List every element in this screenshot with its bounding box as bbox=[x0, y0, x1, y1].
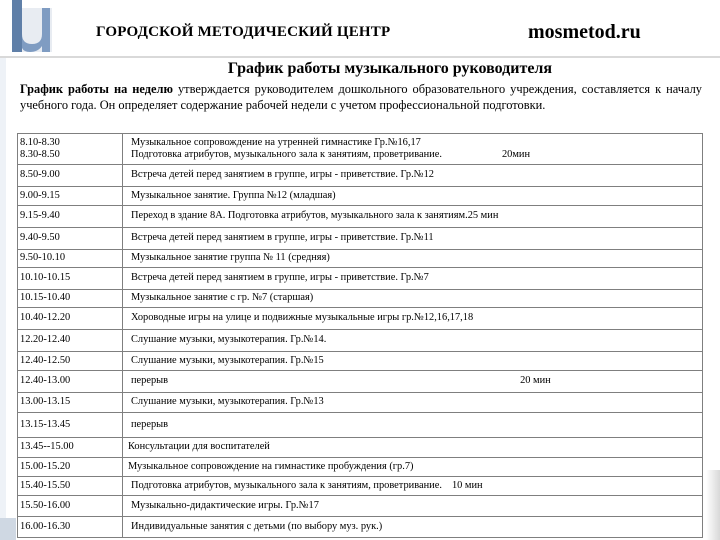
activity-cell: Встреча детей перед занятием в группе, игры - приветствие. Гр.№11 bbox=[123, 228, 703, 250]
activity-value: Подготовка атрибутов, музыкального зала к занятиям, проветривание. bbox=[131, 479, 442, 491]
table-row bbox=[18, 477, 703, 496]
site-name: mosmetod.ru bbox=[528, 21, 641, 43]
time-cell: 9.50-10.10 bbox=[18, 250, 123, 268]
activity-cell: Слушание музыки, музыкотерапия. Гр.№14. bbox=[123, 330, 703, 352]
header-divider bbox=[0, 56, 720, 58]
table-row bbox=[18, 371, 703, 393]
time-cell: 16.00-16.30 bbox=[18, 517, 123, 538]
mu-letter-logo-icon bbox=[0, 0, 66, 58]
activity-cell bbox=[123, 134, 703, 165]
time-cell: 15.50-16.00 bbox=[18, 496, 123, 517]
time-cell: 8.50-9.00 bbox=[18, 165, 123, 187]
time-cell: 13.00-13.15 bbox=[18, 393, 123, 413]
table-row bbox=[18, 308, 703, 330]
table-row bbox=[18, 206, 703, 228]
activity-cell: Слушание музыки, музыкотерапия. Гр.№13 bbox=[123, 393, 703, 413]
activity-cell bbox=[123, 371, 703, 393]
time-cell: 12.40-13.00 bbox=[18, 371, 123, 393]
table-row bbox=[18, 458, 703, 477]
table-row bbox=[18, 393, 703, 413]
time-cell: 10.40-12.20 bbox=[18, 308, 123, 330]
table-row bbox=[18, 413, 703, 438]
table-row bbox=[18, 438, 703, 458]
page-shadow bbox=[706, 470, 720, 540]
activity-value: Подготовка атрибутов, музыкального зала к занятиям, проветривание. bbox=[131, 149, 442, 160]
page-title: График работы музыкального руководителя bbox=[227, 60, 553, 77]
intro-lead: График работы на неделю bbox=[20, 82, 173, 96]
time-cell bbox=[18, 134, 123, 165]
activity-cell: перерыв bbox=[123, 413, 703, 438]
activity-cell: Встреча детей перед занятием в группе, игры - приветствие. Гр.№12 bbox=[123, 165, 703, 187]
table-row bbox=[18, 134, 703, 165]
activity-cell: Хороводные игры на улице и подвижные музыкальные игры гр.№12,16,17,18 bbox=[123, 308, 703, 330]
activity-cell: Музыкальное занятие с гр. №7 (старшая) bbox=[123, 290, 703, 308]
time-cell: 9.40-9.50 bbox=[18, 228, 123, 250]
time-cell: 12.20-12.40 bbox=[18, 330, 123, 352]
left-edge-band bbox=[0, 0, 6, 540]
time-value: 8.10-8.30 bbox=[20, 136, 60, 148]
table-row bbox=[18, 352, 703, 371]
duration-note: 20 мин bbox=[520, 375, 551, 387]
activity-cell: Консультации для воспитателей bbox=[123, 438, 703, 458]
activity-value: перерыв bbox=[131, 375, 169, 387]
duration-note: 20мин bbox=[501, 149, 531, 160]
time-cell: 15.40-15.50 bbox=[18, 477, 123, 496]
activity-cell bbox=[123, 477, 703, 496]
activity-cell: Встреча детей перед занятием в группе, игры - приветствие. Гр.№7 bbox=[123, 268, 703, 290]
activity-cell: Музыкально-дидактические игры. Гр.№17 bbox=[123, 496, 703, 517]
activity-cell: Музыкальное занятие группа № 11 (средняя) bbox=[123, 250, 703, 268]
duration-note: 10 мин bbox=[451, 479, 483, 491]
time-cell: 10.10-10.15 bbox=[18, 268, 123, 290]
table-row bbox=[18, 290, 703, 308]
table-row bbox=[18, 228, 703, 250]
time-cell: 13.15-13.45 bbox=[18, 413, 123, 438]
header bbox=[0, 0, 720, 58]
table-row bbox=[18, 496, 703, 517]
time-value: 8.30-8.50 bbox=[20, 149, 60, 160]
activity-cell: Переход в здание 8А. Подготовка атрибутов, музыкального зала к занятиям.25 мин bbox=[123, 206, 703, 228]
table-row bbox=[18, 165, 703, 187]
bottom-left-decor bbox=[0, 518, 16, 540]
time-cell: 9.00-9.15 bbox=[18, 187, 123, 206]
time-cell: 10.15-10.40 bbox=[18, 290, 123, 308]
time-cell: 9.15-9.40 bbox=[18, 206, 123, 228]
intro-paragraph bbox=[20, 81, 702, 113]
activity-cell: Музыкальное занятие. Группа №12 (младшая) bbox=[123, 187, 703, 206]
time-cell: 13.45--15.00 bbox=[18, 438, 123, 458]
table-row bbox=[18, 250, 703, 268]
activity-cell: Слушание музыки, музыкотерапия. Гр.№15 bbox=[123, 352, 703, 371]
time-cell: 12.40-12.50 bbox=[18, 352, 123, 371]
schedule-table bbox=[17, 133, 703, 538]
intro-text: утверждается руководителем дошкольного образовательного учреждения, составляется к началу учебного года. Он определяет содержание рабочей недели с учетом профессиональной подготовки. bbox=[20, 82, 702, 112]
table-row bbox=[18, 268, 703, 290]
activity-cell: Музыкальное сопровождение на гимнастике пробуждения (гр.7) bbox=[123, 458, 703, 477]
table-row bbox=[18, 517, 703, 538]
table-row bbox=[18, 187, 703, 206]
activity-cell: Индивидуальные занятия с детьми (по выбору муз. рук.) bbox=[123, 517, 703, 538]
table-row bbox=[18, 330, 703, 352]
time-cell: 15.00-15.20 bbox=[18, 458, 123, 477]
org-name: ГОРОДСКОЙ МЕТОДИЧЕСКИЙ ЦЕНТР bbox=[96, 24, 391, 40]
activity-value: Музыкальное сопровождение на утренней гимнастике Гр.№16,17 bbox=[131, 136, 421, 148]
